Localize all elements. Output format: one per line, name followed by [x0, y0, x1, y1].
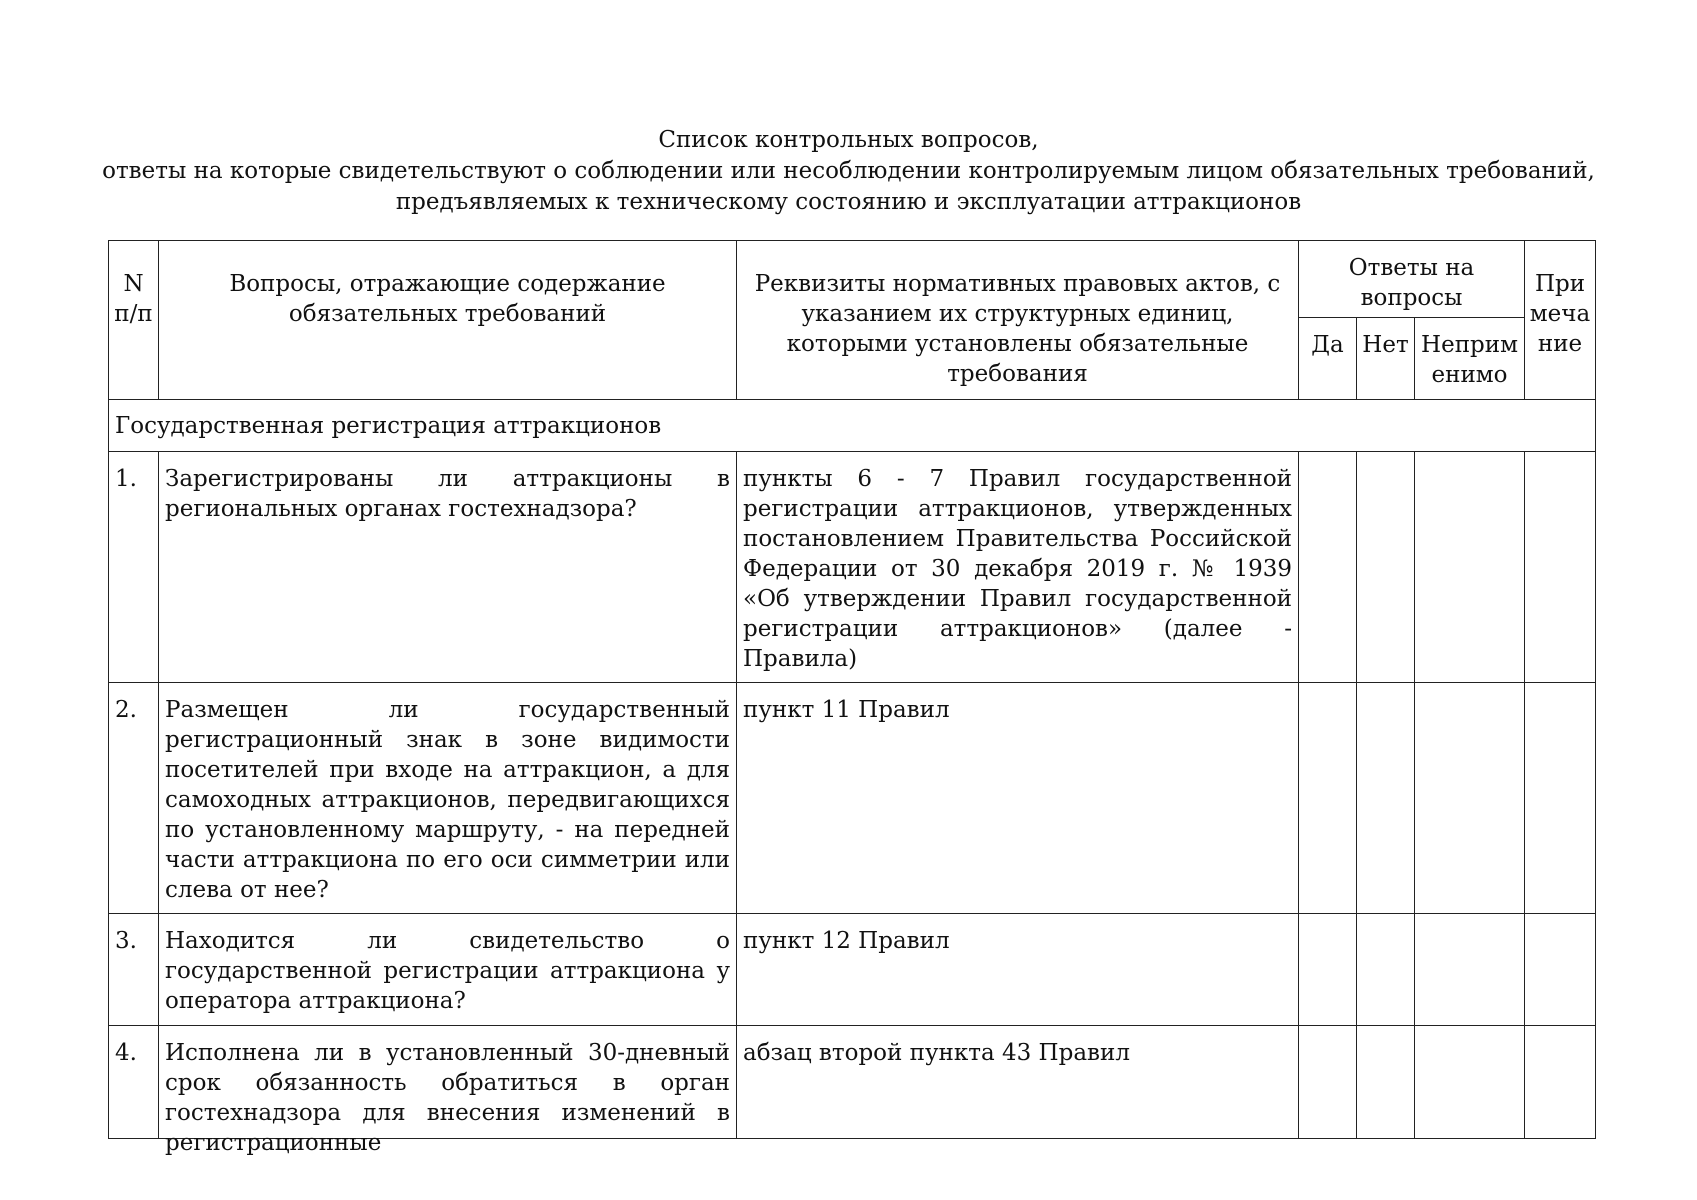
answer-na-cell[interactable]	[1415, 683, 1525, 914]
answer-yes-cell[interactable]	[1299, 914, 1357, 1026]
answer-yes-cell[interactable]	[1299, 1026, 1357, 1139]
answer-yes-cell[interactable]	[1299, 683, 1357, 914]
row-reference: пункт 12 Правил	[737, 914, 1299, 1026]
note-cell[interactable]	[1525, 1026, 1596, 1139]
answer-no-cell[interactable]	[1357, 452, 1415, 683]
row-question	[159, 1026, 737, 1156]
row-reference: пункты 6 - 7 Правил государственной регистрации аттракционов, утвержденных постановлением Правительства Российской Федерации от 30 декабря 2019 г. № 1939 «Об утверждении Правил государственной регистрации аттракционов» (далее - Правила)	[737, 452, 1299, 683]
answer-na-cell[interactable]	[1415, 914, 1525, 1026]
table-row	[109, 452, 1596, 683]
row-num: 4.	[109, 1026, 159, 1139]
table-row	[109, 914, 1596, 1026]
row-num: 3.	[109, 914, 159, 1026]
header-num: N п/п	[109, 241, 159, 400]
answer-no-cell[interactable]	[1357, 683, 1415, 914]
row-question: Находится ли свидетельство о государственной регистрации аттракциона у оператора аттракциона?	[159, 914, 737, 1026]
answer-na-cell[interactable]	[1415, 452, 1525, 683]
answer-yes-cell[interactable]	[1299, 452, 1357, 683]
header-reference: Реквизиты нормативных правовых актов, с указанием их структурных единиц, которыми установлены обязательные требования	[737, 241, 1299, 400]
title-line-3: предъявляемых к техническому состоянию и эксплуатации аттракционов	[395, 189, 1302, 215]
note-cell[interactable]	[1525, 452, 1596, 683]
title-line-1: Список контрольных вопросов,	[658, 127, 1039, 153]
row-question: Размещен ли государственный регистрационный знак в зоне видимости посетителей при входе на аттракцион, а для самоходных аттракционов, передвигающихся по установленному маршруту, - на передней части аттракциона по его оси симметрии или слева от нее?	[159, 683, 737, 914]
row-num: 1.	[109, 452, 159, 683]
section-row	[109, 400, 1596, 452]
answer-no-cell[interactable]	[1357, 914, 1415, 1026]
row-question: Зарегистрированы ли аттракционы в региональных органах гостехнадзора?	[159, 452, 737, 683]
row-question-text: Исполнена ли в установленный 30-дневный срок обязанность обратиться в орган гостехнадзора для внесения изменений в регистрационные	[165, 1040, 730, 1156]
row-num: 2.	[109, 683, 159, 914]
header-answers: Ответы на вопросы	[1299, 241, 1525, 318]
header-no: Нет	[1357, 318, 1415, 400]
note-cell[interactable]	[1525, 683, 1596, 914]
note-cell[interactable]	[1525, 914, 1596, 1026]
checklist-table	[108, 240, 1596, 1156]
title-line-2: ответы на которые свидетельствуют о соблюдении или несоблюдении контролируемым лицом обязательных требований,	[102, 158, 1595, 184]
row-reference: абзац второй пункта 43 Правил	[737, 1026, 1299, 1139]
header-yes: Да	[1299, 318, 1357, 400]
header-note: Примечание	[1525, 241, 1596, 400]
header-question: Вопросы, отражающие содержание обязательных требований	[159, 241, 737, 400]
row-reference: пункт 11 Правил	[737, 683, 1299, 914]
document-title	[0, 125, 1697, 218]
header-not-applicable: Неприменимо	[1415, 318, 1525, 400]
table-row	[109, 683, 1596, 914]
answer-no-cell[interactable]	[1357, 1026, 1415, 1139]
header-row	[109, 241, 1596, 318]
table-row	[109, 1026, 1596, 1139]
answer-na-cell[interactable]	[1415, 1026, 1525, 1139]
section-title: Государственная регистрация аттракционов	[109, 400, 1596, 452]
